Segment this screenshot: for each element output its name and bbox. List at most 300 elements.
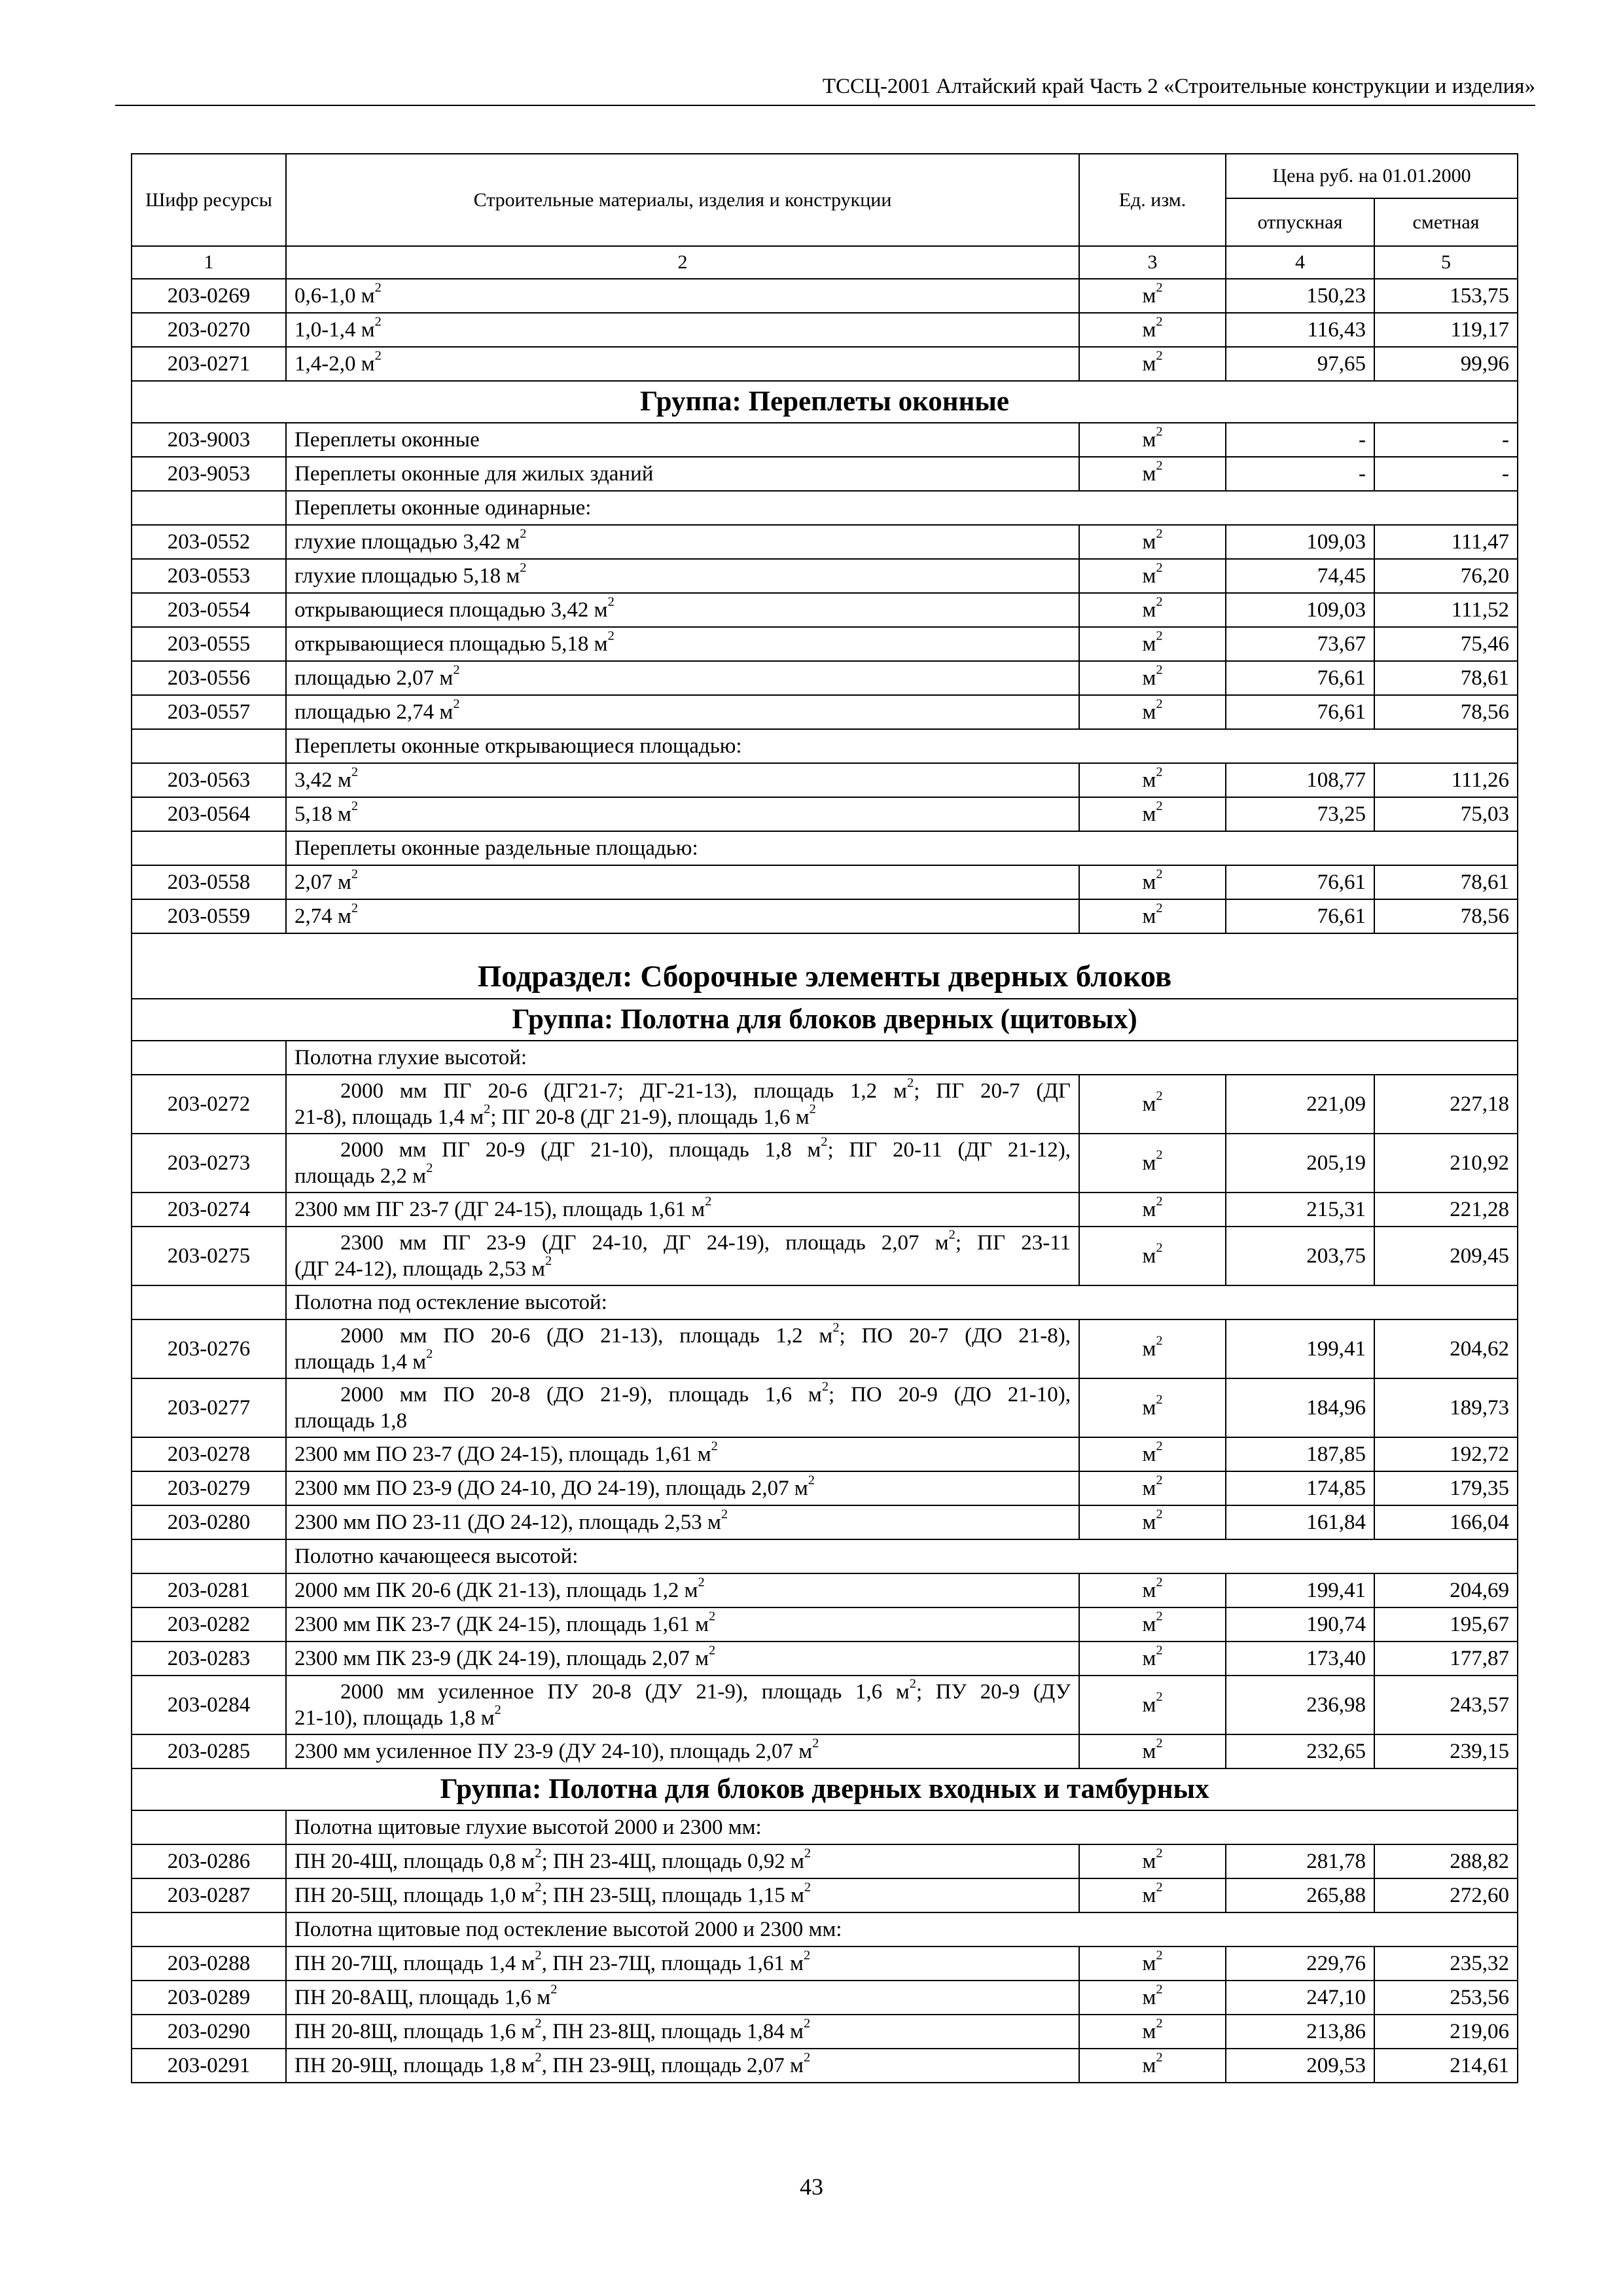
unit-text: м <box>1142 1613 1156 1636</box>
exponent: 2 <box>351 764 359 780</box>
release-price: 73,25 <box>1226 797 1374 831</box>
table-row <box>132 661 1518 695</box>
unit-text: м <box>1142 1740 1156 1763</box>
unit-cell <box>1079 559 1226 593</box>
unit-cell <box>1079 1471 1226 1505</box>
unit-text: м <box>1142 1884 1156 1907</box>
material-name <box>286 279 1079 313</box>
material-name <box>286 797 1079 831</box>
unit-text: м <box>1142 1511 1156 1534</box>
table-row <box>132 1734 1518 1768</box>
release-price: 205,19 <box>1226 1134 1374 1193</box>
exponent: 2 <box>550 1982 558 1997</box>
material-name-text: Переплеты оконные для жилых зданий <box>294 462 654 486</box>
unit-text: м <box>1142 530 1156 554</box>
code-cell-empty <box>132 1810 286 1844</box>
material-name-text: , ПН 23-7Щ, площадь 1,61 м <box>541 1952 804 1975</box>
resource-code: 203-0278 <box>132 1437 286 1471</box>
exponent: 2 <box>832 1320 840 1335</box>
unit-exponent: 2 <box>1156 1392 1163 1407</box>
release-price: 213,86 <box>1226 2015 1374 2049</box>
material-name <box>286 1981 1079 2015</box>
unit-exponent: 2 <box>1156 696 1163 711</box>
code-cell-empty <box>132 729 286 763</box>
table-row <box>132 1471 1518 1505</box>
exponent: 2 <box>821 1379 829 1394</box>
exponent: 2 <box>426 1346 433 1361</box>
unit-cell <box>1079 1844 1226 1878</box>
exponent: 2 <box>453 696 460 711</box>
estimate-price: 179,35 <box>1374 1471 1518 1505</box>
unit-text: м <box>1142 1850 1156 1873</box>
material-name-text: площадь 1,8 <box>294 1409 408 1433</box>
unit-cell <box>1079 1573 1226 1607</box>
unit-cell <box>1079 1075 1226 1134</box>
material-name-line <box>294 1676 1071 1705</box>
material-name-text: 2300 мм ПГ 23-7 (ДГ 24-15), площадь 1,61 м <box>294 1198 705 1221</box>
estimate-price: 111,52 <box>1374 593 1518 627</box>
exponent: 2 <box>804 1880 812 1895</box>
unit-cell <box>1079 2015 1226 2049</box>
release-price: 209,53 <box>1226 2049 1374 2083</box>
exponent: 2 <box>494 1702 501 1717</box>
material-name-text: ПН 20-4Щ, площадь 0,8 м <box>294 1850 535 1873</box>
material-name-text: 1,4-2,0 м <box>294 352 375 376</box>
resource-code: 203-0275 <box>132 1227 286 1285</box>
estimate-price: 209,45 <box>1374 1227 1518 1285</box>
unit-cell <box>1079 457 1226 491</box>
release-price: 76,61 <box>1226 899 1374 933</box>
material-name <box>286 763 1079 797</box>
unit-cell <box>1079 1946 1226 1981</box>
table-row <box>132 1676 1518 1734</box>
estimate-price: 288,82 <box>1374 1844 1518 1878</box>
material-name-text: 2300 мм ПК 23-7 (ДК 24-15), площадь 1,61 м <box>294 1613 709 1636</box>
estimate-price: 221,28 <box>1374 1193 1518 1227</box>
exponent: 2 <box>374 348 382 363</box>
code-cell-empty <box>132 1041 286 1075</box>
resource-code: 203-0559 <box>132 899 286 933</box>
resource-code: 203-0555 <box>132 627 286 661</box>
material-name <box>286 1946 1079 1981</box>
unit-exponent: 2 <box>1156 1609 1163 1624</box>
unit-cell <box>1079 1378 1226 1437</box>
subsection-heading: Подраздел: Сборочные элементы дверных блоков <box>132 933 1518 999</box>
table-row <box>132 1844 1518 1878</box>
material-name-line <box>294 1253 1071 1282</box>
category-label: Полотна щитовые глухие высотой 2000 и 2300 мм: <box>286 1810 1518 1844</box>
unit-cell <box>1079 313 1226 347</box>
material-name-text: 5,18 м <box>294 802 351 826</box>
page-number: 43 <box>800 2174 823 2200</box>
unit-text: м <box>1142 462 1156 486</box>
unit-cell <box>1079 1319 1226 1378</box>
group-heading-row <box>132 381 1518 423</box>
unit-exponent: 2 <box>1156 1147 1163 1162</box>
material-name <box>286 899 1079 933</box>
unit-text: м <box>1142 905 1156 928</box>
estimate-price: 204,69 <box>1374 1573 1518 1607</box>
unit-cell <box>1079 347 1226 381</box>
material-name <box>286 865 1079 899</box>
material-name <box>286 593 1079 627</box>
material-name <box>286 2015 1079 2049</box>
estimate-price: 219,06 <box>1374 2015 1518 2049</box>
exponent: 2 <box>607 628 615 643</box>
unit-text: м <box>1142 2020 1156 2043</box>
material-name-text: 2300 мм ПК 23-9 (ДК 24-19), площадь 2,07 м <box>294 1647 709 1670</box>
resource-code: 203-0553 <box>132 559 286 593</box>
release-price: 174,85 <box>1226 1471 1374 1505</box>
unit-cell <box>1079 695 1226 729</box>
unit-cell <box>1079 627 1226 661</box>
material-name <box>286 1134 1079 1193</box>
material-name-text: 2000 мм ПО 20-6 (ДО 21-13), площадь 1,2 м <box>340 1324 833 1348</box>
unit-exponent: 2 <box>1156 594 1163 609</box>
resource-code: 203-0563 <box>132 763 286 797</box>
category-label: Переплеты оконные одинарные: <box>286 491 1518 525</box>
table-row <box>132 1319 1518 1378</box>
unit-cell <box>1079 525 1226 559</box>
unit-exponent: 2 <box>1156 1473 1163 1488</box>
material-name-text: ; ПН 23-5Щ, площадь 1,15 м <box>541 1884 804 1907</box>
col-number: 3 <box>1079 246 1226 279</box>
resource-code: 203-0279 <box>132 1471 286 1505</box>
unit-text: м <box>1142 1198 1156 1221</box>
material-name-text: ; ПН 23-4Щ, площадь 0,92 м <box>541 1850 804 1873</box>
code-cell-empty <box>132 1912 286 1946</box>
unit-exponent: 2 <box>1156 280 1163 295</box>
table-row <box>132 695 1518 729</box>
material-name-text: 21-8), площадь 1,4 м <box>294 1105 484 1129</box>
table-row <box>132 1878 1518 1912</box>
unit-text: м <box>1142 632 1156 656</box>
col-header-code: Шифр ресурсы <box>132 154 286 246</box>
resource-code: 203-0282 <box>132 1607 286 1641</box>
table-row <box>132 423 1518 457</box>
exponent: 2 <box>948 1227 955 1242</box>
release-price: 161,84 <box>1226 1505 1374 1539</box>
resource-code: 203-0288 <box>132 1946 286 1981</box>
unit-exponent: 2 <box>1156 1240 1163 1255</box>
material-name-text: площадь 1,4 м <box>294 1350 427 1374</box>
material-name <box>286 1641 1079 1676</box>
group-heading: Группа: Полотна для блоков дверных (щитовых) <box>132 999 1518 1041</box>
material-name <box>286 1607 1079 1641</box>
release-price: 74,45 <box>1226 559 1374 593</box>
unit-exponent: 2 <box>1156 798 1163 814</box>
unit-exponent: 2 <box>1156 1088 1163 1103</box>
unit-exponent: 2 <box>1156 764 1163 780</box>
exponent: 2 <box>544 1253 552 1268</box>
material-name-line <box>294 1104 1071 1130</box>
category-label: Полотна под остекление высотой: <box>286 1285 1518 1319</box>
resource-code: 203-0277 <box>132 1378 286 1437</box>
estimate-price: 243,57 <box>1374 1676 1518 1734</box>
resource-code: 203-0287 <box>132 1878 286 1912</box>
unit-cell <box>1079 1227 1226 1285</box>
exponent: 2 <box>808 1473 815 1488</box>
exponent: 2 <box>535 1846 542 1861</box>
unit-exponent: 2 <box>1156 1194 1163 1209</box>
table-row <box>132 1134 1518 1193</box>
estimate-price: 75,03 <box>1374 797 1518 831</box>
table-row <box>132 763 1518 797</box>
resource-code: 203-0273 <box>132 1134 286 1193</box>
exponent: 2 <box>804 1846 812 1861</box>
release-price: 190,74 <box>1226 1607 1374 1641</box>
material-name-text: ; ПГ 23-11 <box>955 1231 1071 1255</box>
unit-text: м <box>1142 1151 1156 1175</box>
exponent: 2 <box>426 1160 433 1175</box>
release-price: 150,23 <box>1226 279 1374 313</box>
group-heading: Группа: Полотна для блоков дверных входных и тамбурных <box>132 1768 1518 1810</box>
unit-cell <box>1079 661 1226 695</box>
material-name-text: площадь 2,2 м <box>294 1164 427 1188</box>
unit-cell <box>1079 1607 1226 1641</box>
resource-code: 203-0290 <box>132 2015 286 2049</box>
estimate-price: 235,32 <box>1374 1946 1518 1981</box>
table-row <box>132 1641 1518 1676</box>
estimate-price: 153,75 <box>1374 279 1518 313</box>
unit-cell <box>1079 797 1226 831</box>
unit-text: м <box>1142 564 1156 588</box>
unit-cell <box>1079 2049 1226 2083</box>
material-name <box>286 347 1079 381</box>
exponent: 2 <box>803 2016 811 2031</box>
material-name-line <box>294 1320 1071 1349</box>
material-name-text: ; ПГ 20-8 (ДГ 21-9), площадь 1,6 м <box>490 1105 810 1129</box>
estimate-price: - <box>1374 457 1518 491</box>
table-row <box>132 525 1518 559</box>
col-number: 2 <box>286 246 1079 279</box>
exponent: 2 <box>711 1439 718 1454</box>
unit-exponent: 2 <box>1156 348 1163 363</box>
table-row <box>132 1573 1518 1607</box>
material-name-text: 2000 мм ПГ 20-9 (ДГ 21-10), площадь 1,8 м <box>340 1138 821 1162</box>
estimate-price: 78,61 <box>1374 661 1518 695</box>
release-price: 265,88 <box>1226 1878 1374 1912</box>
material-name-text: 1,0-1,4 м <box>294 318 375 342</box>
unit-cell <box>1079 763 1226 797</box>
resource-code: 203-0291 <box>132 2049 286 2083</box>
material-name-text: ПН 20-8Щ, площадь 1,6 м <box>294 2020 535 2043</box>
unit-text: м <box>1142 1579 1156 1602</box>
table-row <box>132 313 1518 347</box>
unit-cell <box>1079 1134 1226 1193</box>
resource-code: 203-0556 <box>132 661 286 695</box>
group-heading-row <box>132 999 1518 1041</box>
header-rule <box>115 105 1535 106</box>
release-price: - <box>1226 457 1374 491</box>
material-name-line <box>294 1134 1071 1163</box>
unit-exponent: 2 <box>1156 662 1163 677</box>
material-name-text: ПН 20-7Щ, площадь 1,4 м <box>294 1952 535 1975</box>
release-price: 109,03 <box>1226 525 1374 559</box>
material-name-line <box>294 1160 1071 1189</box>
category-label: Полотна глухие высотой: <box>286 1041 1518 1075</box>
unit-text: м <box>1142 1647 1156 1670</box>
estimate-price: 99,96 <box>1374 347 1518 381</box>
release-price: 199,41 <box>1226 1319 1374 1378</box>
unit-exponent: 2 <box>1156 1846 1163 1861</box>
material-name-line <box>294 1227 1071 1256</box>
material-name-text: ; ПО 20-9 (ДО 21-10), <box>829 1383 1071 1407</box>
group-heading: Группа: Переплеты оконные <box>132 381 1518 423</box>
release-price: 229,76 <box>1226 1946 1374 1981</box>
material-name <box>286 661 1079 695</box>
exponent: 2 <box>803 1948 811 1963</box>
estimate-price: 119,17 <box>1374 313 1518 347</box>
material-name-text: 2300 мм ПО 23-11 (ДО 24-12), площадь 2,53 м <box>294 1511 721 1534</box>
material-name <box>286 1378 1079 1437</box>
resource-code: 203-0281 <box>132 1573 286 1607</box>
table-row <box>132 559 1518 593</box>
unit-exponent: 2 <box>1156 2016 1163 2031</box>
material-name-text: ; ПГ 20-11 (ДГ 21-12), <box>827 1138 1071 1162</box>
col-number: 4 <box>1226 246 1374 279</box>
table-row <box>132 1607 1518 1641</box>
unit-text: м <box>1142 1477 1156 1500</box>
category-label-row <box>132 1912 1518 1946</box>
resource-code: 203-9053 <box>132 457 286 491</box>
unit-text: м <box>1142 700 1156 724</box>
material-name <box>286 1471 1079 1505</box>
exponent: 2 <box>721 1507 728 1522</box>
unit-cell <box>1079 423 1226 457</box>
release-price: 109,03 <box>1226 593 1374 627</box>
unit-cell <box>1079 865 1226 899</box>
material-name-text: глухие площадью 5,18 м <box>294 564 520 588</box>
category-label-row <box>132 1539 1518 1573</box>
resource-code: 203-9003 <box>132 423 286 457</box>
col-number: 1 <box>132 246 286 279</box>
col-header-name: Строительные материалы, изделия и конструкции <box>286 154 1079 246</box>
release-price: 108,77 <box>1226 763 1374 797</box>
unit-exponent: 2 <box>1156 1575 1163 1590</box>
estimate-price: 195,67 <box>1374 1607 1518 1641</box>
material-name-text: 2,07 м <box>294 870 351 894</box>
resource-code: 203-0285 <box>132 1734 286 1768</box>
unit-text: м <box>1142 870 1156 894</box>
unit-text: м <box>1142 284 1156 308</box>
material-name-text: ; ПГ 20-7 (ДГ <box>914 1079 1071 1103</box>
material-name <box>286 2049 1079 2083</box>
estimate-price: 192,72 <box>1374 1437 1518 1471</box>
code-cell-empty <box>132 1285 286 1319</box>
material-name <box>286 1193 1079 1227</box>
unit-text: м <box>1142 318 1156 342</box>
group-heading-row <box>132 1768 1518 1810</box>
table-row <box>132 899 1518 933</box>
category-label: Полотна щитовые под остекление высотой 2000 и 2300 мм: <box>286 1912 1518 1946</box>
material-name-text: 21-10), площадь 1,8 м <box>294 1706 495 1730</box>
estimate-price: 111,26 <box>1374 763 1518 797</box>
estimate-price: 214,61 <box>1374 2049 1518 2083</box>
material-name <box>286 1319 1079 1378</box>
estimate-price: 78,56 <box>1374 899 1518 933</box>
material-name-text: 2300 мм ПГ 23-9 (ДГ 24-10, ДГ 24-19), площадь 2,07 м <box>340 1231 949 1255</box>
exponent: 2 <box>535 1948 542 1963</box>
material-name <box>286 423 1079 457</box>
exponent: 2 <box>453 662 460 677</box>
unit-cell <box>1079 1878 1226 1912</box>
release-price: 215,31 <box>1226 1193 1374 1227</box>
category-label-row <box>132 831 1518 865</box>
subsection-heading-row <box>132 933 1518 999</box>
exponent: 2 <box>607 594 615 609</box>
code-cell-empty <box>132 491 286 525</box>
material-name-text: 3,42 м <box>294 768 351 792</box>
estimate-price: 227,18 <box>1374 1075 1518 1134</box>
unit-text: м <box>1142 1244 1156 1268</box>
unit-exponent: 2 <box>1156 1439 1163 1454</box>
exponent: 2 <box>484 1102 491 1117</box>
resource-code: 203-0557 <box>132 695 286 729</box>
material-name-text: 2000 мм ПО 20-8 (ДО 21-9), площадь 1,6 м <box>340 1383 822 1407</box>
resource-code: 203-0552 <box>132 525 286 559</box>
resource-code: 203-0286 <box>132 1844 286 1878</box>
material-name-text: (ДГ 24-12), площадь 2,53 м <box>294 1257 545 1281</box>
material-name <box>286 559 1079 593</box>
exponent: 2 <box>351 901 359 916</box>
table-row <box>132 627 1518 661</box>
unit-text: м <box>1142 428 1156 452</box>
material-name-text: , ПН 23-8Щ, площадь 1,84 м <box>541 2020 804 2043</box>
resource-code: 203-0284 <box>132 1676 286 1734</box>
table-row <box>132 1981 1518 2015</box>
unit-exponent: 2 <box>1156 560 1163 575</box>
unit-exponent: 2 <box>1156 901 1163 916</box>
material-name <box>286 1227 1079 1285</box>
unit-exponent: 2 <box>1156 314 1163 329</box>
unit-cell <box>1079 1437 1226 1471</box>
unit-text: м <box>1142 1092 1156 1116</box>
resource-code: 203-0272 <box>132 1075 286 1134</box>
unit-cell <box>1079 279 1226 313</box>
release-price: 232,65 <box>1226 1734 1374 1768</box>
table-row <box>132 1378 1518 1437</box>
category-label: Полотно качающееся высотой: <box>286 1539 1518 1573</box>
code-cell-empty <box>132 1539 286 1573</box>
exponent: 2 <box>812 1736 819 1751</box>
exponent: 2 <box>535 2016 542 2031</box>
table-row <box>132 457 1518 491</box>
category-label-row <box>132 491 1518 525</box>
unit-exponent: 2 <box>1156 1982 1163 1997</box>
unit-exponent: 2 <box>1156 1689 1163 1704</box>
unit-text: м <box>1142 1693 1156 1717</box>
unit-exponent: 2 <box>1156 1643 1163 1658</box>
table-body <box>132 279 1518 2083</box>
category-label-row <box>132 1041 1518 1075</box>
unit-exponent: 2 <box>1156 424 1163 439</box>
table-row <box>132 1193 1518 1227</box>
unit-text: м <box>1142 2054 1156 2077</box>
category-label-row <box>132 1810 1518 1844</box>
table-row <box>132 865 1518 899</box>
material-name-line <box>294 1346 1071 1375</box>
unit-exponent: 2 <box>1156 1333 1163 1348</box>
resource-code: 203-0270 <box>132 313 286 347</box>
table-header <box>132 154 1518 279</box>
unit-exponent: 2 <box>1156 2050 1163 2065</box>
release-price: 184,96 <box>1226 1378 1374 1437</box>
material-name-text: , ПН 23-9Щ, площадь 2,07 м <box>541 2054 804 2077</box>
table-row <box>132 279 1518 313</box>
col-header-estimate: сметная <box>1374 198 1518 246</box>
table-row <box>132 797 1518 831</box>
